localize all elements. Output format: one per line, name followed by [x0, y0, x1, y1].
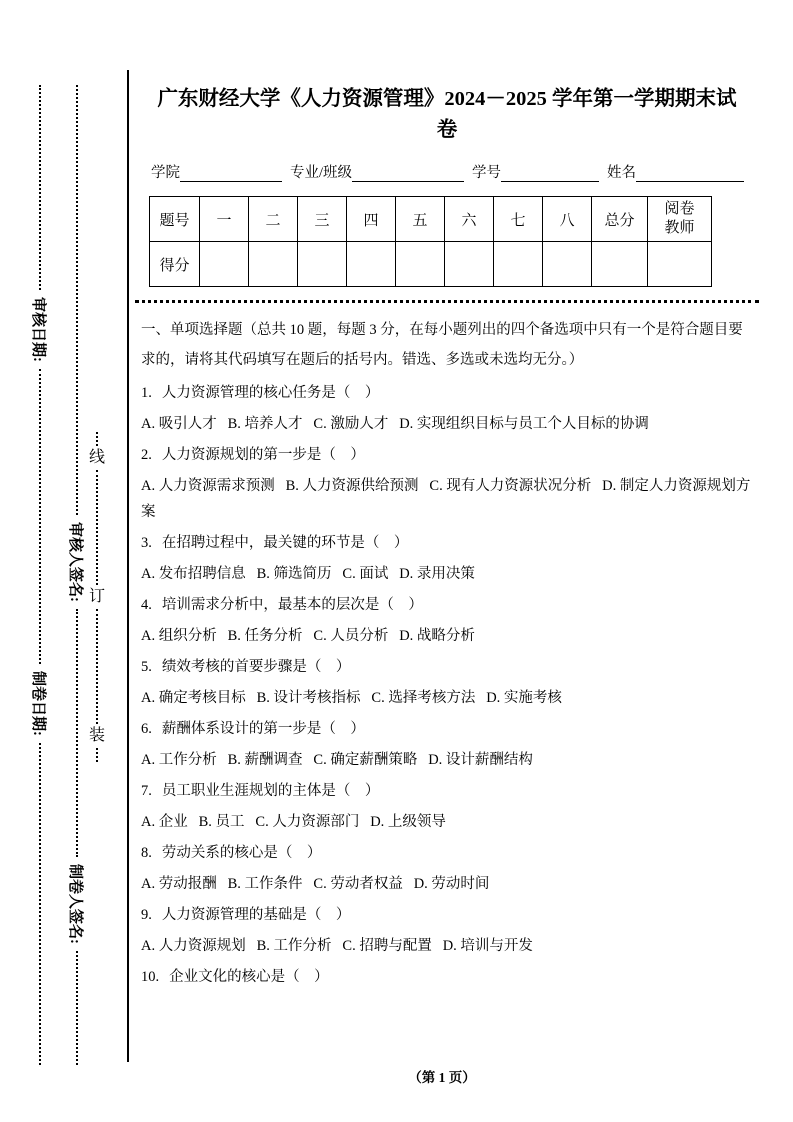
binding-char-ding: 订 [88, 588, 105, 605]
score-cell-grader [648, 242, 712, 287]
section-heading: 一、单项选择题（总共 10 题，每题 3 分，在每小题列出的四个备选项中只有一个是符合题目要求的，请将其代码填写在题后的括号内。错选、多选或未选均无分。） [141, 322, 743, 368]
question-options: A. 确定考核目标 B. 设计考核指标 C. 选择考核方法 D. 实施考核 [141, 690, 562, 706]
score-table-col-6: 六 [445, 197, 494, 242]
dotted-leader [96, 609, 98, 724]
question-options: A. 人力资源需求预测 B. 人力资源供给预测 C. 现有人力资源状况分析 D. 制定人力资源规划方案 [141, 478, 751, 520]
question-number: 9. [141, 907, 152, 923]
question-text: 人力资源规划的第一步是（ ） [161, 447, 365, 463]
question-9 [141, 902, 753, 959]
score-table-col-5: 五 [396, 197, 445, 242]
question-number: 10. [141, 969, 160, 985]
question-options: A. 人力资源规划 B. 工作分析 C. 招聘与配置 D. 培训与开发 [141, 938, 533, 954]
question-10 [141, 964, 753, 990]
score-table-col-8: 八 [543, 197, 592, 242]
score-table-col-3: 三 [298, 197, 347, 242]
binding-char-xian: 线 [88, 449, 105, 466]
page-title-line2: 卷 [436, 119, 458, 141]
dotted-leader [76, 85, 78, 515]
page-title [141, 84, 753, 146]
score-row [150, 242, 712, 287]
make-signature-label: 制卷人签名: [67, 864, 84, 944]
binding-margin-dates-column [26, 85, 54, 1065]
student-info-line [141, 161, 753, 182]
question-6 [141, 716, 753, 773]
question-number: 5. [141, 659, 152, 675]
dotted-leader [96, 432, 98, 446]
question-text: 人力资源管理的基础是（ ） [161, 907, 351, 923]
question-text: 薪酬体系设计的第一步是（ ） [161, 721, 365, 737]
dotted-leader [96, 470, 98, 585]
score-cell [445, 242, 494, 287]
score-table-header-row [150, 197, 712, 242]
make-date-label: 制卷日期: [30, 671, 47, 736]
name-blank [636, 165, 744, 182]
dotted-leader [76, 951, 78, 1065]
score-cell [543, 242, 592, 287]
score-cell [347, 242, 396, 287]
score-table-total-header: 总分 [592, 197, 648, 242]
question-3 [141, 530, 753, 587]
question-options: A. 吸引人才 B. 培养人才 C. 激励人才 D. 实现组织目标与员工个人目标的协调 [141, 416, 649, 432]
exam-content [129, 70, 757, 995]
question-5 [141, 654, 753, 711]
question-options: A. 劳动报酬 B. 工作条件 C. 劳动者权益 D. 劳动时间 [141, 876, 490, 892]
question-number: 6. [141, 721, 152, 737]
dotted-leader [39, 369, 41, 664]
question-options: A. 工作分析 B. 薪酬调查 C. 确定薪酬策略 D. 设计薪酬结构 [141, 752, 533, 768]
question-text: 在招聘过程中，最关键的环节是（ ） [161, 535, 409, 551]
question-4 [141, 592, 753, 649]
question-number: 8. [141, 845, 152, 861]
score-cell [249, 242, 298, 287]
dotted-leader [96, 748, 98, 762]
questions-list [141, 380, 753, 990]
question-1 [141, 380, 753, 437]
dotted-separator [135, 300, 759, 303]
score-cell [494, 242, 543, 287]
score-table [149, 196, 712, 287]
question-text: 培训需求分析中，最基本的层次是（ ） [161, 597, 423, 613]
question-number: 3. [141, 535, 152, 551]
question-number: 1. [141, 385, 152, 401]
page-title-line1: 广东财经大学《人力资源管理》2024－2025 学年第一学期期末试 [157, 88, 737, 110]
score-cell [396, 242, 445, 287]
grader-header [648, 197, 712, 242]
question-2 [141, 442, 753, 525]
college-blank [180, 165, 282, 182]
grader-header-text: 阅卷教师 [664, 201, 695, 236]
question-text: 企业文化的核心是（ ） [169, 969, 329, 985]
score-table-col-2: 二 [249, 197, 298, 242]
college-label: 学院 [151, 165, 180, 181]
question-options: A. 组织分析 B. 任务分析 C. 人员分析 D. 战略分析 [141, 628, 475, 644]
score-row-label: 得分 [150, 242, 200, 287]
question-7 [141, 778, 753, 835]
dotted-leader [39, 743, 41, 1065]
binding-char-zhuang: 装 [88, 727, 105, 744]
major-class-label: 专业/班级 [290, 165, 353, 181]
score-table-col-4: 四 [347, 197, 396, 242]
score-cell-total [592, 242, 648, 287]
review-signature-label: 审核人签名: [67, 522, 84, 602]
dotted-leader [76, 609, 78, 857]
major-class-blank [352, 165, 464, 182]
score-cell [298, 242, 347, 287]
dotted-leader [39, 85, 41, 290]
question-number: 2. [141, 447, 152, 463]
question-text: 绩效考核的首要步骤是（ ） [161, 659, 351, 675]
score-cell [200, 242, 249, 287]
review-date-label: 审核日期: [30, 297, 47, 362]
question-8 [141, 840, 753, 897]
student-id-blank [501, 165, 599, 182]
question-options: A. 发布招聘信息 B. 筛选简历 C. 面试 D. 录用决策 [141, 566, 475, 582]
question-text: 员工职业生涯规划的主体是（ ） [161, 783, 380, 799]
page-number-footer: （第 1 页） [408, 1070, 476, 1085]
question-number-header: 题号 [150, 197, 200, 242]
binding-line [87, 432, 107, 762]
question-number: 4. [141, 597, 152, 613]
question-number: 7. [141, 783, 152, 799]
student-id-label: 学号 [472, 165, 502, 181]
score-table-col-1: 一 [200, 197, 249, 242]
question-text: 人力资源管理的核心任务是（ ） [161, 385, 380, 401]
score-table-col-7: 七 [494, 197, 543, 242]
question-options: A. 企业 B. 员工 C. 人力资源部门 D. 上级领导 [141, 814, 446, 830]
question-text: 劳动关系的核心是（ ） [161, 845, 322, 861]
name-label: 姓名 [607, 165, 637, 181]
